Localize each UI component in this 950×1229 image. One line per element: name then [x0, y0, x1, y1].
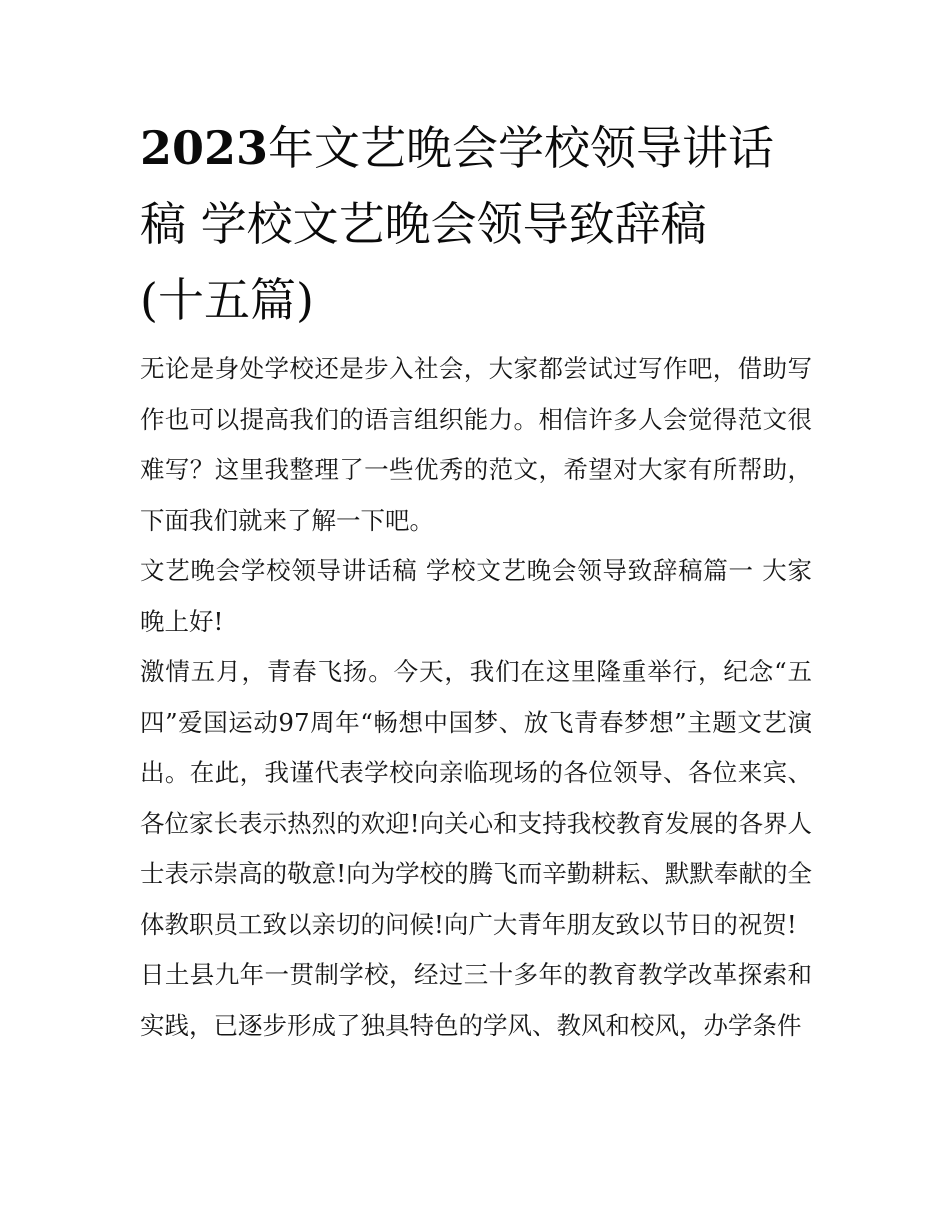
- section-heading-paragraph: 文艺晚会学校领导讲话稿 学校文艺晚会领导致辞稿篇一 大家晚上好!: [140, 556, 812, 636]
- title-line-2: 稿 学校文艺晚会领导致辞稿: [140, 197, 707, 251]
- school-paragraph: 日土县九年一贯制学校，经过三十多年的教育教学改革探索和实践，已逐步形成了独具特色的学风、教风和校风，办学条件: [140, 960, 812, 1040]
- speech-paragraph: 激情五月，青春飞扬。今天，我们在这里隆重举行，纪念“五四”爱国运动97周年“畅想中国梦、放飞青春梦想”主题文艺演出。在此，我谨代表学校向亲临现场的各位领导、各位来宾、各位家长表示热烈的欢迎!向关心和支持我校教育发展的各界人士表示崇高的敬意!向为学校的腾飞而辛勤耕耘、默默奉献的全体教职员工致以亲切的问候!向广大青年朋友致以节日的祝贺!: [140, 657, 812, 939]
- intro-paragraph: 无论是身处学校还是步入社会，大家都尝试过写作吧，借助写作也可以提高我们的语言组织能力。相信许多人会觉得范文很难写？这里我整理了一些优秀的范文，希望对大家有所帮助，下面我们就来了解一下吧。: [140, 354, 812, 535]
- title-line-1-text: 年文艺晚会学校领导讲话: [268, 121, 775, 175]
- title-line-3: (十五篇): [140, 273, 314, 327]
- title-year: 2023: [140, 121, 269, 175]
- title-line-1: [140, 110, 812, 186]
- document-title: [140, 110, 812, 338]
